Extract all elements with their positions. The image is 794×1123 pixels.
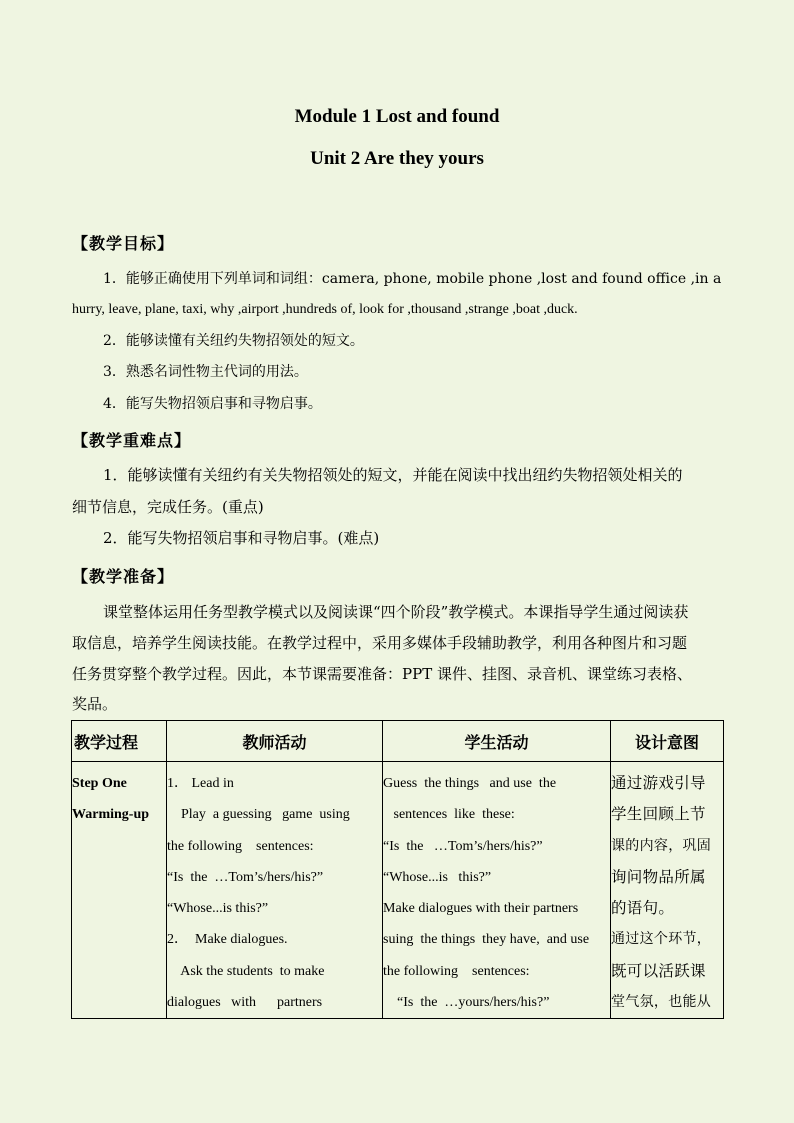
- lesson-plan-table: [71, 720, 724, 1019]
- difficulties-item-1-cont: 细节信息，完成任务。(重点): [72, 498, 264, 516]
- header-student: 学生活动: [383, 721, 611, 762]
- student-line: “Is the …Tom’s/hers/his?”: [383, 838, 543, 854]
- teacher-line: 1． Lead in: [167, 776, 234, 791]
- intent-line: 堂气氛，也能从: [611, 994, 712, 1011]
- intent-line: 的语句。: [611, 899, 675, 918]
- step-cell: [72, 762, 167, 1019]
- intent-line: 询问物品所属: [611, 867, 706, 886]
- header-teacher: 教师活动: [167, 721, 383, 762]
- student-line: sentences like these:: [383, 807, 515, 823]
- preparation-line-2: 取信息，培养学生阅读技能。在教学过程中，采用多媒体手段辅助教学，利用各种图片和习题: [72, 634, 688, 652]
- intent-line: 既可以活跃课: [611, 961, 706, 980]
- difficulties-item-2: 2．能写失物招领启事和寻物启事。(难点): [103, 529, 380, 547]
- objectives-item-1-cont: hurry, leave, plane, taxi, why ,airport ,hundreds of, look for ,thousand ,strange ,boat ,duck.: [72, 302, 578, 317]
- difficulties-item-1: 1．能够读懂有关纽约有关失物招领处的短文，并能在阅读中找出纽约失物招领处相关的: [103, 466, 683, 484]
- student-line: “Whose...is this?”: [383, 869, 492, 885]
- objectives-item-4: 4．能写失物招领启事和寻物启事。: [103, 396, 322, 412]
- preparation-heading: 【教学准备】: [72, 567, 175, 586]
- page-subtitle: Unit 2 Are they yours: [310, 148, 484, 169]
- objectives-heading: 【教学目标】: [72, 234, 175, 253]
- student-line: “Is the …yours/hers/his?”: [383, 995, 550, 1011]
- student-line: suing the things they have, and use: [383, 932, 590, 948]
- intent-line: 通过游戏引导: [611, 774, 706, 792]
- teacher-line: “Is the …Tom’s/hers/his?”: [167, 869, 324, 885]
- teacher-line: Play a guessing game using: [167, 807, 350, 823]
- header-process: 教学过程: [72, 721, 167, 762]
- intent-line: 学生回顾上节: [611, 805, 706, 824]
- student-line: Guess the things and use the: [383, 776, 557, 791]
- teacher-line: “Whose...is this?”: [167, 901, 269, 917]
- teacher-cell: [167, 762, 383, 1019]
- intent-line: 课的内容，巩固: [611, 837, 712, 854]
- student-cell: [383, 762, 611, 1019]
- preparation-line-3: 任务贯穿整个教学过程。因此，本节课需要准备：PPT 课件、挂图、录音机、课堂练习表格、: [72, 665, 692, 683]
- step-name: Step One: [72, 776, 127, 791]
- student-line: Make dialogues with their partners: [383, 901, 579, 917]
- preparation-line-4: 奖品。: [72, 695, 118, 713]
- preparation-line-1: 课堂整体运用任务型教学模式以及阅读课“四个阶段”教学模式。本课指导学生通过阅读获: [103, 603, 689, 621]
- objectives-item-1: 1．能够正确使用下列单词和词组：camera, phone, mobile phone ,lost and found office ,in a: [103, 271, 722, 287]
- teacher-line: Ask the students to make: [167, 963, 325, 979]
- header-intent: 设计意图: [611, 721, 724, 762]
- difficulties-heading: 【教学重难点】: [72, 431, 192, 450]
- step-subtitle: Warming-up: [72, 807, 150, 823]
- intent-cell: [611, 762, 724, 1019]
- page-title: Module 1 Lost and found: [294, 106, 500, 127]
- objectives-item-2: 2．能够读懂有关纽约失物招领处的短文。: [103, 333, 364, 349]
- teacher-line: 2． Make dialogues.: [167, 932, 288, 948]
- teacher-line: the following sentences:: [167, 838, 314, 854]
- table-row: [72, 762, 724, 1019]
- student-line: the following sentences:: [383, 963, 530, 979]
- table-header-row: [72, 721, 724, 762]
- teacher-line: dialogues with partners: [167, 995, 323, 1011]
- intent-line: 通过这个环节，: [611, 931, 712, 948]
- objectives-item-3: 3．熟悉名词性物主代词的用法。: [103, 364, 308, 380]
